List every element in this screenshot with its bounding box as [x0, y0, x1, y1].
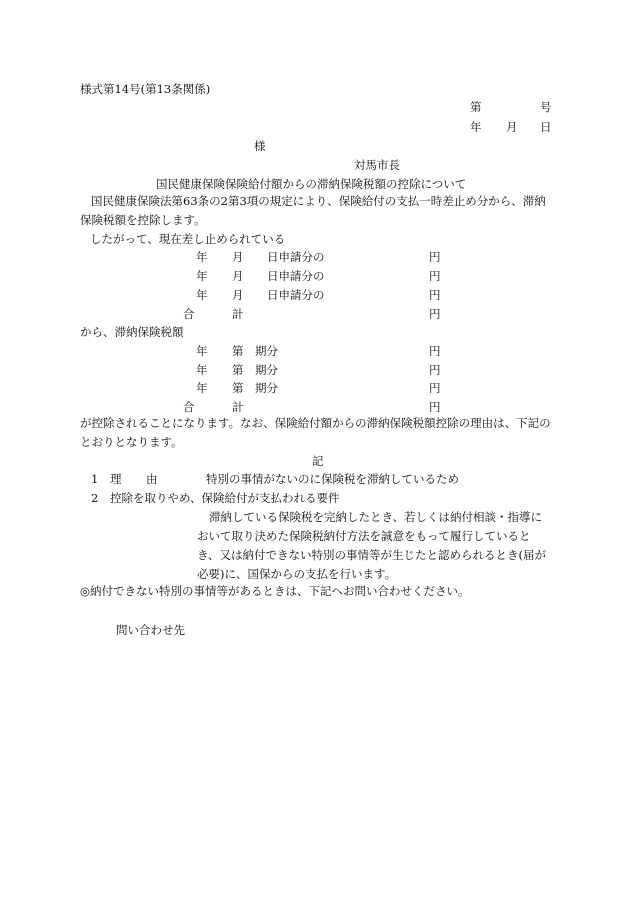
total-label-2: 計: [232, 307, 244, 321]
number-prefix: 第: [470, 100, 482, 114]
date-month: 月: [506, 120, 518, 134]
total-unit: 円: [429, 307, 441, 321]
suspended-intro: したがって、現在差し止められている: [90, 232, 286, 246]
row-unit: 円: [429, 363, 441, 377]
date-year: 年: [470, 120, 482, 134]
contact-label: 問い合わせ先: [116, 623, 185, 637]
total-label-1: 合: [183, 307, 195, 321]
item-label: 控除を取りやめ、保険給付が支払われる要件: [110, 491, 340, 505]
item-label-a: 理: [110, 472, 122, 486]
form-id: 様式第14号(第13条関係): [80, 82, 211, 96]
row-label: 日申請分の: [267, 250, 325, 264]
row-ordinal: 第: [232, 344, 244, 358]
arrears-intro: から、滞納保険税額: [80, 325, 184, 339]
row-year: 年: [196, 344, 208, 358]
number-suffix: 号: [540, 100, 552, 114]
row-label: 期分: [255, 344, 278, 358]
date-day: 日: [540, 120, 552, 134]
row-month: 月: [232, 250, 244, 264]
row-year: 年: [196, 269, 208, 283]
document-title: 国民健康保険保険給付額からの滞納保険税額の控除について: [156, 177, 467, 191]
sender: 対馬市長: [354, 158, 400, 172]
intro-paragraph: 国民健康保険法第63条の2第3項の規定により、保険給付の支払一時差止め分から、滞納保険税額を控除します。: [80, 194, 546, 227]
row-year: 年: [196, 381, 208, 395]
item-number: 2: [91, 491, 99, 505]
row-year: 年: [196, 250, 208, 264]
row-unit: 円: [429, 288, 441, 302]
total-unit: 円: [429, 400, 441, 414]
addressee-suffix: 様: [254, 139, 266, 153]
ki-heading: 記: [312, 454, 324, 468]
row-month: 月: [232, 288, 244, 302]
item-text: 滞納している保険税を完納したとき、若しくは納付相談・指導において取り決めた保険税納付方法を誠意をもって履行しているとき、又は納付できない特別の事情等が生じたと認められるとき(届が必要)に、国保からの支払を行います。: [197, 510, 547, 581]
row-unit: 円: [429, 344, 441, 358]
row-month: 月: [232, 269, 244, 283]
row-unit: 円: [429, 381, 441, 395]
row-ordinal: 第: [232, 363, 244, 377]
inquiry-note: ◎納付できない特別の事情等があるときは、下記へお問い合わせください。: [80, 584, 470, 598]
row-year: 年: [196, 288, 208, 302]
row-label: 日申請分の: [267, 269, 325, 283]
row-ordinal: 第: [232, 381, 244, 395]
row-unit: 円: [429, 269, 441, 283]
item-label-b: 由: [146, 472, 158, 486]
total-label-2: 計: [232, 400, 244, 414]
row-year: 年: [196, 363, 208, 377]
item-number: 1: [91, 472, 99, 486]
row-label: 期分: [255, 381, 278, 395]
row-unit: 円: [429, 250, 441, 264]
row-label: 日申請分の: [267, 288, 325, 302]
item-text: 特別の事情がないのに保険税を滞納しているため: [206, 472, 459, 486]
total-label-1: 合: [183, 400, 195, 414]
closing-paragraph: が控除されることになります。なお、保険給付額からの滞納保険税額控除の理由は、下記のとおりとなります。: [80, 416, 551, 449]
row-label: 期分: [255, 363, 278, 377]
